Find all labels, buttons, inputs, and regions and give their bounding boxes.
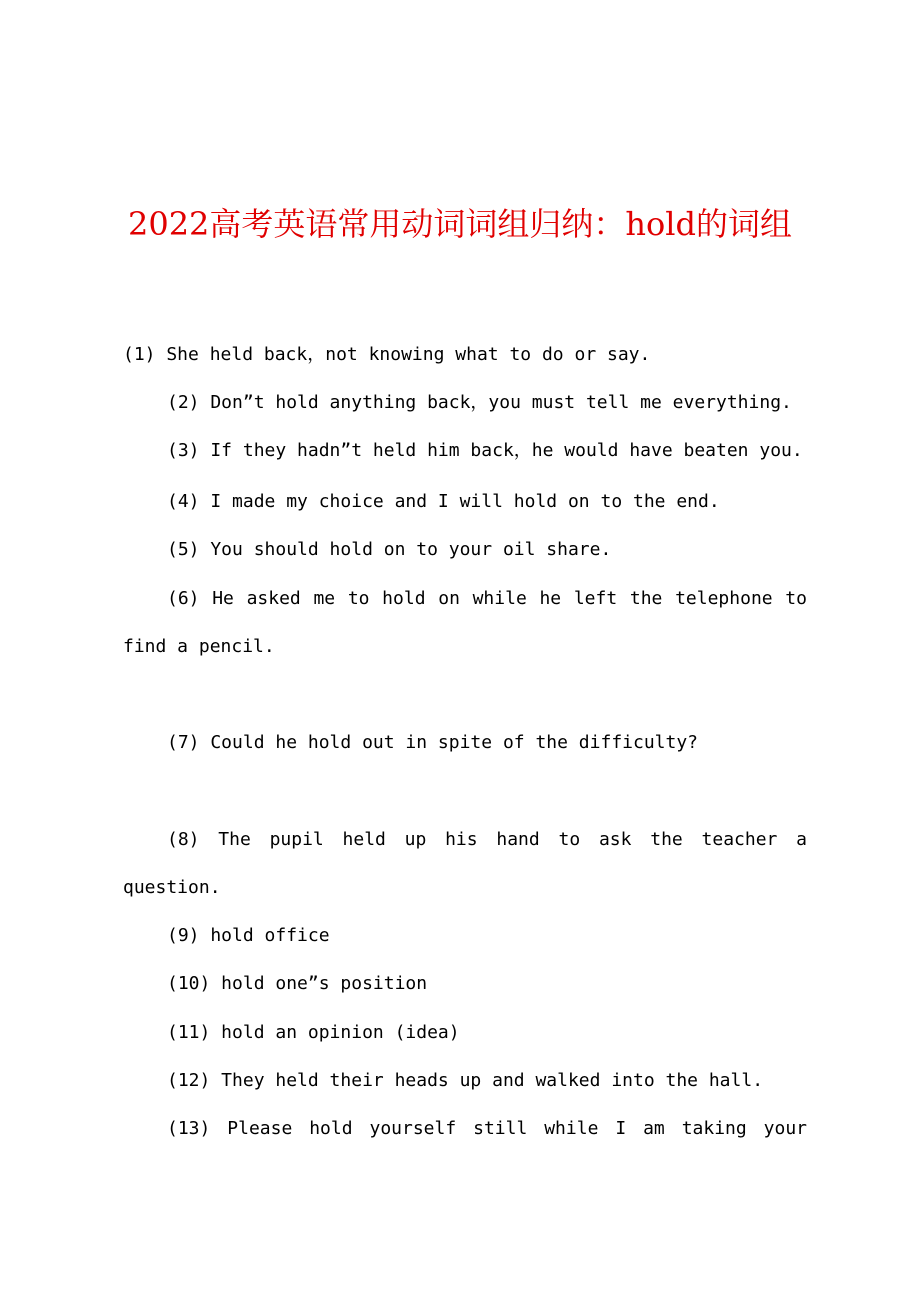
text-line-8-cont: question. [123,877,221,898]
text-line-13: (13) Please hold yourself still while I am taking your [167,1118,807,1139]
text-line-8: (8) The pupil held up his hand to ask the teacher a [167,829,807,850]
text-line-1: (1) She held back，not knowing what to do or say. [123,344,651,365]
text-line-12: (12) They held their heads up and walked into the hall. [167,1070,764,1091]
text-line-4: (4) I made my choice and I will hold on to the end. [167,491,720,512]
text-line-2: (2) Don”t hold anything back，you must tell me everything. [167,392,792,413]
text-line-6: (6) He asked me to hold on while he left the telephone to [167,588,807,609]
text-line-6-cont: find a pencil. [123,636,275,657]
text-line-9: (9) hold office [167,925,330,946]
text-line-11: (11) hold an opinion (idea) [167,1022,460,1043]
document-title: 2022高考英语常用动词词组归纳：hold的词组 [127,205,793,243]
text-line-5: (5) You should hold on to your oil share. [167,539,612,560]
text-line-7: (7) Could he hold out in spite of the difficulty? [167,732,699,753]
text-line-3: (3) If they hadn”t held him back，he would have beaten you. [167,440,803,461]
text-line-10: (10) hold one”s position [167,973,428,994]
